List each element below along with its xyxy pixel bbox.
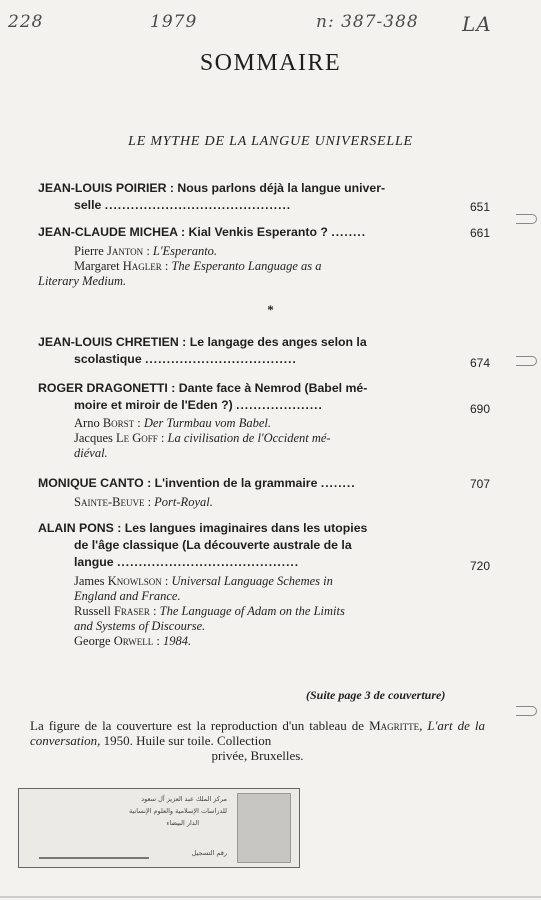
toc-entry [38,224,458,289]
handwritten-number: 228 [8,12,44,32]
related-work: George Orwell : 1984. [74,634,192,648]
leader-dots: .................... [236,398,323,412]
leader-dots: ........ [331,225,367,239]
related-work-cont: and Systems of Discourse. [74,619,206,633]
entry-page: 651 [469,200,490,214]
page-title: SOMMAIRE [199,50,342,76]
cover-caption: La figure de la couverture est la reproduction d'un tableau de Magritte, L'art de la conversation, 1950. Huile sur toile. Collection privée, Bruxelles. [30,718,486,763]
entry-page: 720 [469,559,490,573]
handwritten-issue: n: 387-388 [316,12,419,32]
related-work: Jacques Le Goff : La civilisation de l'Occident mé- [74,431,331,445]
entry-title-cont: selle [74,198,102,212]
entry-title: Les langues imaginaires dans les utopies [124,521,368,535]
related-work: Pierre Janton : L'Esperanto. [74,244,218,258]
stamp-line: الدار البيضاء [166,819,199,827]
library-stamp [18,788,300,868]
stamp-line: للدراسات الإسلامية والعلوم الإنسانية [129,807,227,815]
toc-entry [38,380,458,461]
entry-author: JEAN-CLAUDE MICHEA : [38,225,186,239]
stamp-label: رقم التسجيل [191,849,227,857]
entry-author: ROGER DRAGONETTI : [38,381,176,395]
entry-title: Dante face à Nemrod (Babel mé- [178,381,368,395]
toc-entry [38,334,458,368]
related-work-cont: diéval. [74,446,108,460]
issue-theme: LE MYTHE DE LA LANGUE UNIVERSELLE [128,134,413,149]
toc-entry [38,180,458,214]
leader-dots: .......................................... [117,555,300,569]
page-edge [0,896,541,898]
section-separator: * [267,302,274,317]
entry-page: 707 [469,477,490,491]
handwritten-code: LA [462,12,492,36]
staple-mark [516,706,537,716]
entry-title: Le langage des anges selon la [189,335,367,349]
related-work: Arno Borst : Der Turmbau vom Babel. [74,416,271,430]
staple-mark [516,356,537,366]
related-work: James Knowlson : Universal Language Schemes in [74,574,333,588]
stamp-image [237,793,291,863]
continuation-note: (Suite page 3 de couverture) [306,688,446,702]
leader-dots: ........ [320,476,356,490]
stamp-line: مركز الملك عبد العزيز آل سعود [141,795,227,803]
entry-title-cont: langue [74,555,114,569]
related-work-cont: England and France. [74,589,181,603]
entry-title: Nous parlons déjà la langue univer- [177,181,386,195]
entry-author: JEAN-LOUIS CHRETIEN : [38,335,187,349]
related-work: Margaret Hagler : The Esperanto Language as a [74,259,322,273]
entry-page: 661 [469,226,490,240]
related-work: Russell Fraser : The Language of Adam on the Limits [74,604,345,618]
entry-page: 674 [469,356,490,370]
entry-author: MONIQUE CANTO : [38,476,152,490]
related-work-cont: Literary Medium. [38,274,127,288]
handwritten-year: 1979 [150,12,198,32]
entry-title-cont: moire et miroir de l'Eden ?) [74,398,233,412]
entry-author: JEAN-LOUIS POIRIER : [38,181,174,195]
related-work: Sainte-Beuve : Port-Royal. [74,495,213,509]
leader-dots: ........................................... [104,198,292,212]
entry-title: Kial Venkis Esperanto ? [188,225,328,239]
entry-title-cont: de l'âge classique (La découverte australe de la [74,538,352,552]
entry-title-cont: scolastique [74,352,142,366]
entry-title: L'invention de la grammaire [154,476,318,490]
stamp-field-line [39,857,149,859]
leader-dots: ................................... [145,352,297,366]
staple-mark [516,214,537,224]
toc-entry [38,475,458,510]
entry-page: 690 [469,402,490,416]
toc-entry [38,520,458,649]
entry-author: ALAIN PONS : [38,521,122,535]
